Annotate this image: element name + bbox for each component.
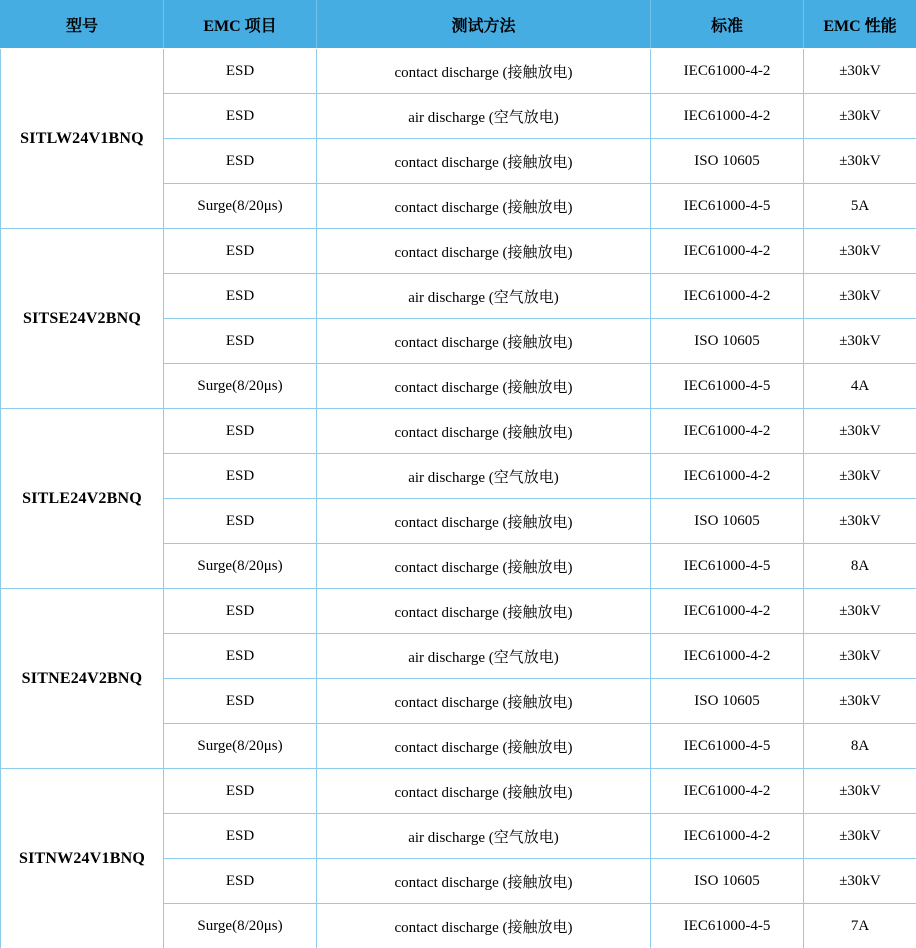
standard-cell: IEC61000-4-2 bbox=[651, 634, 804, 679]
performance-cell: 5A bbox=[804, 184, 916, 229]
emc-item-cell: ESD bbox=[164, 274, 317, 319]
performance-cell: 4A bbox=[804, 364, 916, 409]
test-method-cell: air discharge (空气放电) bbox=[317, 454, 651, 499]
emc-item-cell: ESD bbox=[164, 679, 317, 724]
emc-item-cell: Surge(8/20μs) bbox=[164, 364, 317, 409]
model-cell: SITLE24V2BNQ bbox=[1, 409, 164, 589]
performance-cell: ±30kV bbox=[804, 454, 916, 499]
test-method-cell: contact discharge (接触放电) bbox=[317, 859, 651, 904]
emc-item-cell: Surge(8/20μs) bbox=[164, 724, 317, 769]
test-method-cell: contact discharge (接触放电) bbox=[317, 319, 651, 364]
test-method-cell: contact discharge (接触放电) bbox=[317, 904, 651, 948]
emc-item-cell: ESD bbox=[164, 94, 317, 139]
header-cell-test-method: 测试方法 bbox=[317, 1, 651, 49]
test-method-cell: air discharge (空气放电) bbox=[317, 634, 651, 679]
model-cell: SITNE24V2BNQ bbox=[1, 589, 164, 769]
test-method-cell: contact discharge (接触放电) bbox=[317, 364, 651, 409]
test-method-cell: contact discharge (接触放电) bbox=[317, 409, 651, 454]
performance-cell: ±30kV bbox=[804, 634, 916, 679]
emc-item-cell: ESD bbox=[164, 49, 317, 94]
emc-item-cell: ESD bbox=[164, 319, 317, 364]
performance-cell: ±30kV bbox=[804, 814, 916, 859]
standard-cell: IEC61000-4-2 bbox=[651, 94, 804, 139]
performance-cell: ±30kV bbox=[804, 139, 916, 184]
performance-cell: 8A bbox=[804, 724, 916, 769]
performance-cell: 8A bbox=[804, 544, 916, 589]
model-cell: SITLW24V1BNQ bbox=[1, 49, 164, 229]
test-method-cell: contact discharge (接触放电) bbox=[317, 724, 651, 769]
test-method-cell: contact discharge (接触放电) bbox=[317, 589, 651, 634]
performance-cell: ±30kV bbox=[804, 769, 916, 814]
test-method-cell: contact discharge (接触放电) bbox=[317, 769, 651, 814]
standard-cell: IEC61000-4-2 bbox=[651, 229, 804, 274]
emc-item-cell: ESD bbox=[164, 139, 317, 184]
performance-cell: ±30kV bbox=[804, 859, 916, 904]
emc-item-cell: Surge(8/20μs) bbox=[164, 184, 317, 229]
header-cell-emc-item: EMC 项目 bbox=[164, 1, 317, 49]
standard-cell: IEC61000-4-2 bbox=[651, 49, 804, 94]
table-row bbox=[1, 229, 916, 274]
standard-cell: IEC61000-4-2 bbox=[651, 769, 804, 814]
standard-cell: ISO 10605 bbox=[651, 319, 804, 364]
header-cell-model: 型号 bbox=[1, 1, 164, 49]
test-method-cell: contact discharge (接触放电) bbox=[317, 499, 651, 544]
standard-cell: IEC61000-4-2 bbox=[651, 589, 804, 634]
test-method-cell: contact discharge (接触放电) bbox=[317, 49, 651, 94]
header-row bbox=[1, 1, 916, 49]
standard-cell: IEC61000-4-5 bbox=[651, 904, 804, 948]
performance-cell: ±30kV bbox=[804, 229, 916, 274]
emc-item-cell: ESD bbox=[164, 499, 317, 544]
emc-item-cell: ESD bbox=[164, 634, 317, 679]
emc-item-cell: ESD bbox=[164, 814, 317, 859]
header-cell-emc-performance: EMC 性能 bbox=[804, 1, 916, 49]
standard-cell: IEC61000-4-2 bbox=[651, 454, 804, 499]
table-row bbox=[1, 589, 916, 634]
standard-cell: ISO 10605 bbox=[651, 499, 804, 544]
standard-cell: IEC61000-4-5 bbox=[651, 544, 804, 589]
test-method-cell: air discharge (空气放电) bbox=[317, 94, 651, 139]
performance-cell: ±30kV bbox=[804, 94, 916, 139]
table-row bbox=[1, 409, 916, 454]
standard-cell: ISO 10605 bbox=[651, 679, 804, 724]
performance-cell: ±30kV bbox=[804, 679, 916, 724]
standard-cell: IEC61000-4-2 bbox=[651, 814, 804, 859]
test-method-cell: contact discharge (接触放电) bbox=[317, 184, 651, 229]
emc-item-cell: ESD bbox=[164, 859, 317, 904]
test-method-cell: contact discharge (接触放电) bbox=[317, 229, 651, 274]
performance-cell: 7A bbox=[804, 904, 916, 948]
emc-item-cell: Surge(8/20μs) bbox=[164, 544, 317, 589]
emc-item-cell: ESD bbox=[164, 409, 317, 454]
standard-cell: IEC61000-4-5 bbox=[651, 184, 804, 229]
test-method-cell: air discharge (空气放电) bbox=[317, 274, 651, 319]
model-cell: SITNW24V1BNQ bbox=[1, 769, 164, 948]
test-method-cell: contact discharge (接触放电) bbox=[317, 139, 651, 184]
test-method-cell: contact discharge (接触放电) bbox=[317, 544, 651, 589]
standard-cell: IEC61000-4-2 bbox=[651, 274, 804, 319]
standard-cell: IEC61000-4-5 bbox=[651, 364, 804, 409]
emc-item-cell: ESD bbox=[164, 229, 317, 274]
standard-cell: IEC61000-4-2 bbox=[651, 409, 804, 454]
emc-item-cell: ESD bbox=[164, 589, 317, 634]
emc-item-cell: ESD bbox=[164, 454, 317, 499]
emc-item-cell: Surge(8/20μs) bbox=[164, 904, 317, 948]
standard-cell: ISO 10605 bbox=[651, 859, 804, 904]
standard-cell: IEC61000-4-5 bbox=[651, 724, 804, 769]
model-cell: SITSE24V2BNQ bbox=[1, 229, 164, 409]
performance-cell: ±30kV bbox=[804, 409, 916, 454]
test-method-cell: contact discharge (接触放电) bbox=[317, 679, 651, 724]
test-method-cell: air discharge (空气放电) bbox=[317, 814, 651, 859]
table-row bbox=[1, 49, 916, 94]
performance-cell: ±30kV bbox=[804, 49, 916, 94]
table-row bbox=[1, 769, 916, 814]
emc-item-cell: ESD bbox=[164, 769, 317, 814]
standard-cell: ISO 10605 bbox=[651, 139, 804, 184]
header-cell-standard: 标准 bbox=[651, 1, 804, 49]
performance-cell: ±30kV bbox=[804, 499, 916, 544]
performance-cell: ±30kV bbox=[804, 319, 916, 364]
performance-cell: ±30kV bbox=[804, 589, 916, 634]
performance-cell: ±30kV bbox=[804, 274, 916, 319]
